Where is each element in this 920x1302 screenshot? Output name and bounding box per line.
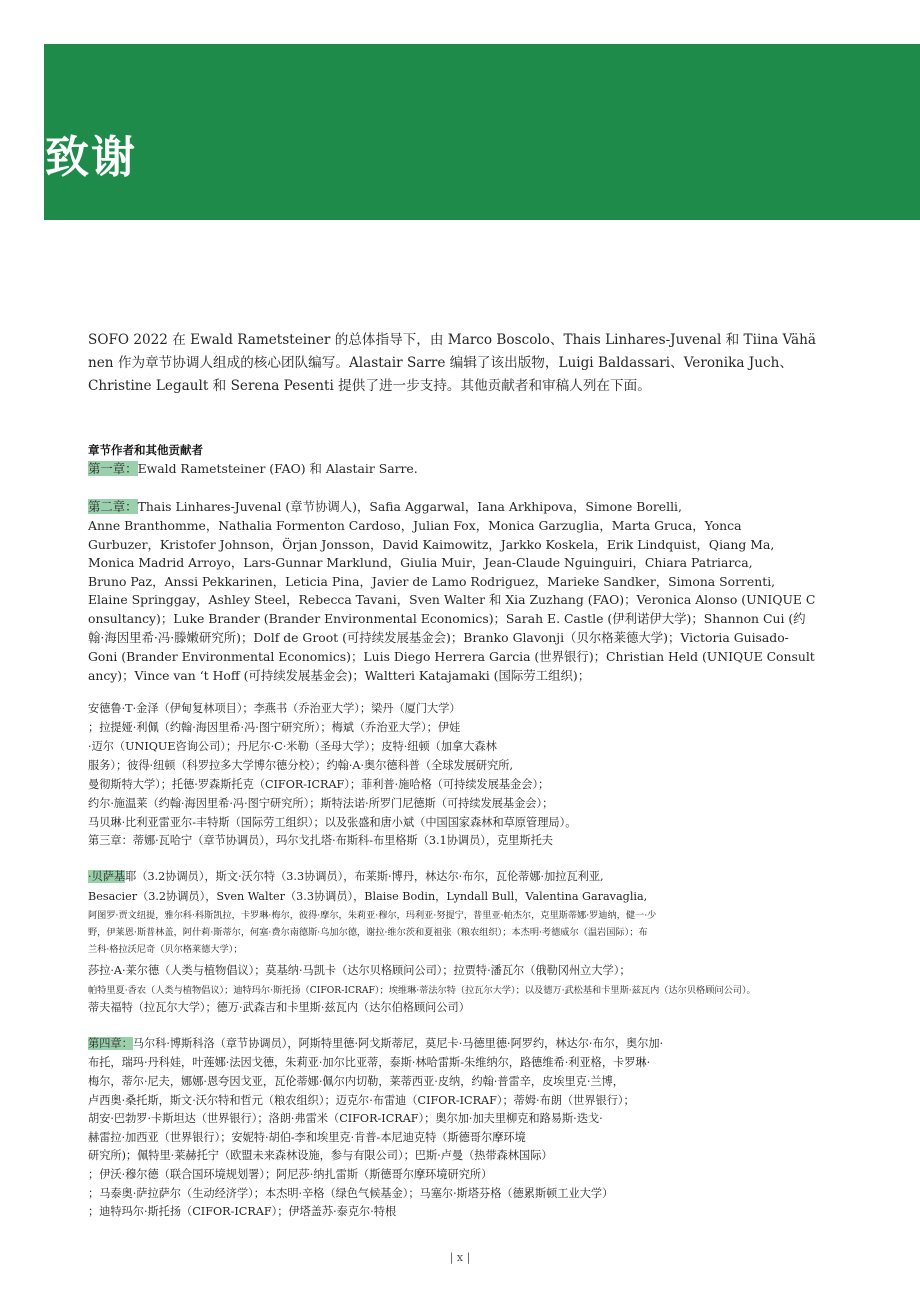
chapter2-line: ancy)；Vince van ‘t Hoff (可持续发展基金会)；Waltteri Katajamaki (国际劳工组织)； xyxy=(88,668,591,683)
chapter3-line: 莎拉·A·莱尔德（人类与植物倡议）；莫基纳·马凯卡（达尔贝格顾问公司）；拉贾特·潘瓦尔（俄勒冈州立大学）； xyxy=(88,964,631,977)
contributors-line: 马贝琳·比利亚雷亚尔-丰特斯（国际劳工组织）；以及张盛和唐小斌（中国国家森林和草原管理局）。 xyxy=(88,816,577,829)
chapter3-small-line: 阿图罗·贾文纽提，雅尔科·科斯凯拉，卡罗琳·梅尔，彼得·摩尔，朱莉亚·穆尔，玛利亚·努提宁，普里亚·帕杰尔，克里斯蒂娜·罗迪纳，健一·少 xyxy=(88,910,657,921)
chapter3-line xyxy=(88,868,604,884)
chapter4-line: 卢西奥·桑托斯，斯文·沃尔特和哲元（粮农组织）；迈克尔·布雷迪（CIFOR-ICRAF）；蒂姆·布朗（世界银行）； xyxy=(88,1094,635,1107)
chapter2-line: Monica Madrid Arroyo，Lars-Gunnar Marklund，Giulia Muir，Jean-Claude Nguinguiri，Chiara Patriarca, xyxy=(88,555,753,570)
chapter4-first: 马尔科·博斯科洛（章节协调员），阿斯特里德·阿戈斯蒂尼，莫尼卡·马德里德·阿罗约，林达尔·布尔，奥尔加· xyxy=(132,1037,664,1050)
chapter2-first: Thais Linhares-Juvenal (章节协调人)，Safia Aggarwal，Iana Arkhipova，Simone Borelli, xyxy=(137,499,682,514)
chapter2-line: Anne Branthomme，Nathalia Formenton Cardoso，Julian Fox，Monica Garzuglia，Marta Gruca，Yonca xyxy=(88,518,742,533)
chapter2-line: 翰·海因里希·冯·滕嫩研究所)；Dolf de Groot (可持续发展基金会)；Branko Glavonji（贝尔格莱德大学)；Victoria Guisado- xyxy=(88,630,789,645)
chapter2-line: onsultancy)；Luke Brander (Brander Environmental Economics)；Sarah E. Castle (伊利诺伊大学)；Shannon Cui (约 xyxy=(88,611,806,626)
chapter2-line xyxy=(88,497,682,515)
chapter1-line xyxy=(88,459,418,477)
header-banner xyxy=(44,44,920,220)
contributors-line: ；拉提娅·利佩（约翰·海因里希·冯·图宁研究所）；梅斌（乔治亚大学）；伊娃 xyxy=(88,721,461,734)
chapter4-line: ；马泰奥·萨拉萨尔（生动经济学）；本杰明·辛格（绿色气候基金）；马塞尔·斯塔芬格（德累斯顿工业大学） xyxy=(88,1187,614,1200)
page-title: 致谢 xyxy=(45,132,137,183)
chapter4-line: 布托，瑞玛·丹科娃，叶莲娜·法因戈德，朱莉亚·加尔比亚蒂，泰斯·林哈雷斯-朱维纳尔，路德维希·利亚格，卡罗琳· xyxy=(88,1056,651,1069)
chapter3-first: 耶（3.2协调员），斯文·沃尔特（3.3协调员），布莱斯·博丹，林达尔·布尔，瓦伦蒂娜·加拉瓦利亚, xyxy=(125,870,604,883)
chapter2-line: Elaine Springgay，Ashley Steel，Rebecca Tavani，Sven Walter 和 Xia Zuzhang (FAO)；Veronica Alonso (UNIQUE C xyxy=(88,592,816,607)
chapter3-highlight: ·贝萨基 xyxy=(88,870,126,883)
chapter3-line: 蒂夫福特（拉瓦尔大学）；德万·武森吉和卡里斯·兹瓦内（达尔伯格顾问公司） xyxy=(88,1001,470,1014)
chapter1-label: 第一章： xyxy=(88,461,138,476)
chapter4-line: 赫雷拉·加西亚（世界银行）；安妮特·胡伯-李和埃里克·肯普-本尼迪克特（斯德哥尔摩环境 xyxy=(88,1131,526,1144)
chapter3-small-line: 帕特里夏·香农（人类与植物倡议）；迪特玛尔·斯托扬（CIFOR-ICRAF）；埃维琳·蒂法尔特（拉瓦尔大学）；以及德万·武松基和卡里斯·兹瓦内（达尔贝格顾问公司）。 xyxy=(88,985,756,996)
chapter4-line: ；伊沃·穆尔德（联合国环境规划署）；阿尼莎·纳扎雷斯（斯德哥尔摩环境研究所） xyxy=(88,1168,493,1181)
chapter4-line xyxy=(88,1035,663,1051)
chapter4-label: 第四章： xyxy=(88,1037,133,1050)
contributors-line: 服务）；彼得·纽顿（科罗拉多大学博尔德分校）；约翰·A·奥尔德科普（全球发展研究所, xyxy=(88,759,514,772)
chapter1-text: Ewald Rametsteiner (FAO) 和 Alastair Sarre. xyxy=(137,461,418,476)
intro-line-3: Christine Legault 和 Serena Pesenti 提供了进一步支持。其他贡献者和审稿人列在下面。 xyxy=(88,378,651,394)
chapter3-small-line: 兰科·格拉沃尼奇（贝尔格莱德大学）； xyxy=(88,944,243,955)
chapter3-line: Besacier（3.2协调员），Sven Walter（3.3协调员），Blaise Bodin，Lyndall Bull，Valentina Garavaglia, xyxy=(88,890,648,903)
contributors-line: ·迈尔（UNIQUE咨询公司）；丹尼尔·C·米勒（圣母大学）；皮特·纽顿（加拿大森林 xyxy=(88,740,497,753)
chapter4-line: ；迪特玛尔·斯托扬（CIFOR-ICRAF）；伊塔盖苏·泰克尔·特根 xyxy=(88,1205,397,1218)
contributors-line: 第三章：蒂娜·瓦哈宁（章节协调员），玛尔戈扎塔·布斯科-布里格斯（3.1协调员），克里斯托夫 xyxy=(88,834,553,847)
intro-line-1: SOFO 2022 在 Ewald Rametsteiner 的总体指导下，由 Marco Boscolo、Thais Linhares-Juvenal 和 Tiina Vähä xyxy=(88,332,817,348)
section-heading: 章节作者和其他贡献者 xyxy=(88,443,203,457)
chapter4-line: 研究所)；佩特里·莱赫托宁（欧盟未来森林设施，参与有限公司）；巴斯·卢曼（热带森林国际） xyxy=(88,1149,553,1162)
contributors-line: 安德鲁·T·金泽（伊甸复林项目）；李燕书（乔治亚大学）；梁丹（厦门大学） xyxy=(88,702,461,715)
page-number: | x | xyxy=(449,1251,471,1264)
chapter4-line: 胡安·巴勃罗·卡斯坦达（世界银行）；洛朗·弗雷米（CIFOR-ICRAF）；奥尔加·加夫里柳克和路易斯·迭戈· xyxy=(88,1112,603,1125)
intro-line-2: nen 作为章节协调人组成的核心团队编写。Alastair Sarre 编辑了该出版物，Luigi Baldassari、Veronika Juch、 xyxy=(88,355,793,371)
chapter3-small-line: 野，伊莱恩·斯普林盖，阿什莉·斯蒂尔，何塞·费尔南德斯·乌加尔德，谢拉·维尔茨和夏祖张（粮农组织）；本杰明·考德威尔（温岩国际）；布 xyxy=(88,927,648,938)
chapter2-line: Gurbuzer，Kristofer Johnson，Örjan Jonsson，David Kaimowitz，Jarkko Koskela，Erik Lindquist，Qiang Ma, xyxy=(88,537,775,552)
chapter2-label: 第二章： xyxy=(88,499,138,514)
contributors-line: 约尔·施温莱（约翰·海因里希·冯·图宁研究所）；斯特法诺·所罗门尼德斯（可持续发展基金会）； xyxy=(88,797,554,810)
chapter2-line: Goni (Brander Environmental Economics)；Luis Diego Herrera Garcia (世界银行)；Christian Held (UNIQUE Consult xyxy=(88,649,815,664)
contributors-line: 曼彻斯特大学）；托德·罗森斯托克（CIFOR-ICRAF）；菲利普·施哈格（可持续发展基金会）； xyxy=(88,778,550,791)
chapter4-line: 梅尔，蒂尔·尼夫，娜娜·恩夸因戈亚，瓦伦蒂娜·佩尔内切勒，莱蒂西亚·皮纳，约翰·普雷辛，皮埃里克·兰博， xyxy=(88,1075,624,1088)
chapter2-line: Bruno Paz，Anssi Pekkarinen，Leticia Pina，Javier de Lamo Rodriguez，Marieke Sandker，Simona Sorrenti, xyxy=(88,574,776,589)
